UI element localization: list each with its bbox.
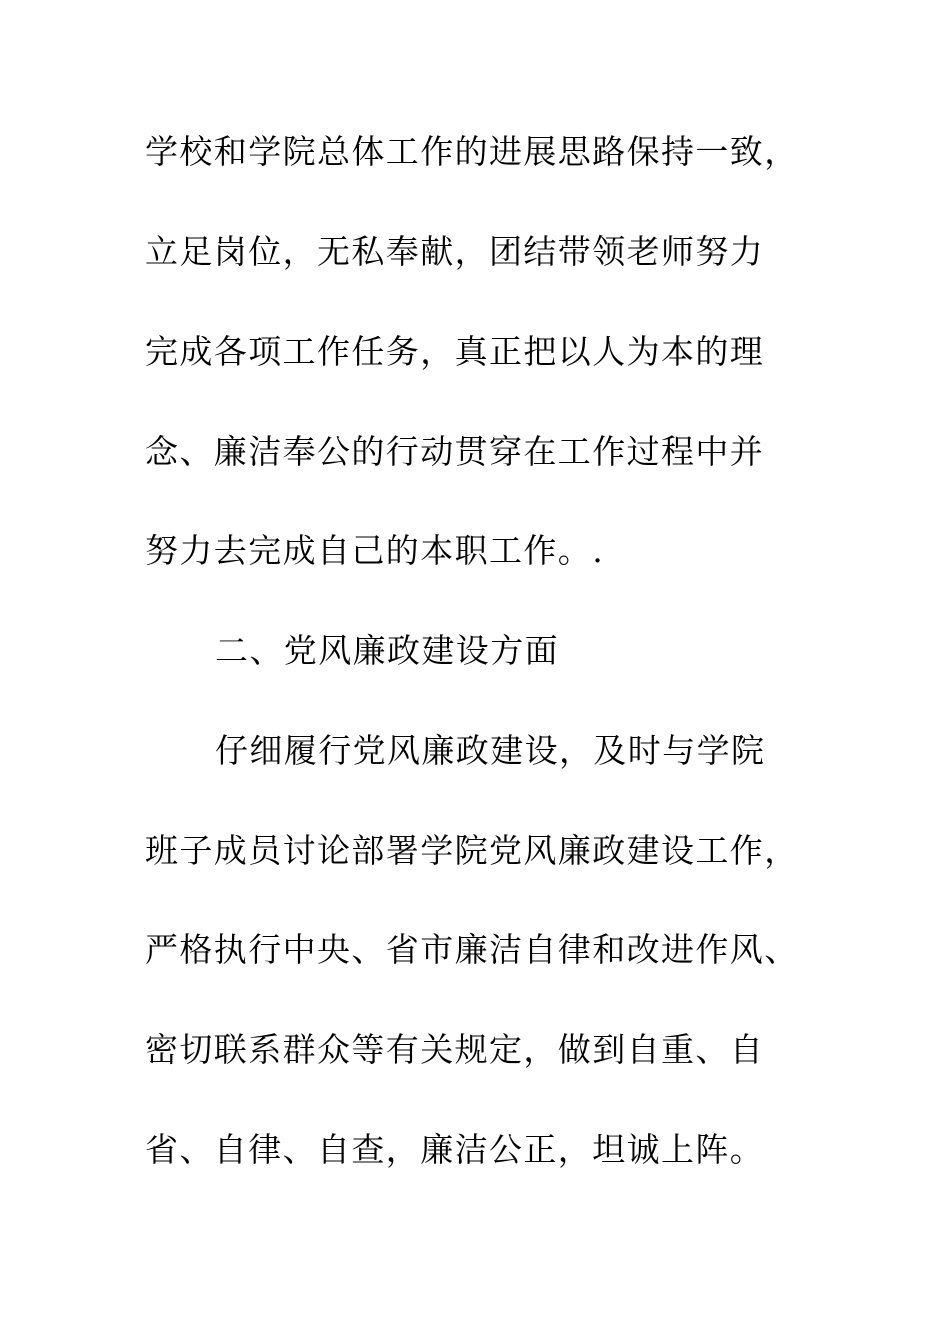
- paragraph-line: 学校和学院总体工作的进展思路保持一致，: [145, 132, 799, 171]
- paragraph-line: 班子成员讨论部署学院党风廉政建设工作，: [145, 831, 799, 870]
- paragraph-line: 省、自律、自查，廉洁公正，坦诚上阵。: [145, 1130, 765, 1169]
- paragraph-line: 仔细履行党风廉政建设，及时与学院: [215, 731, 766, 770]
- paragraph-line: 完成各项工作任务，真正把以人为本的理: [145, 332, 765, 371]
- paragraph-line: 立足岗位，无私奉献，团结带领老师努力: [145, 232, 765, 271]
- paragraph-line: 努力去完成自己的本职工作。.: [145, 531, 605, 570]
- paragraph-line: 密切联系群众等有关规定，做到自重、自: [145, 1030, 765, 1069]
- paragraph-line: 念、廉洁奉公的行动贯穿在工作过程中并: [145, 432, 765, 471]
- section-heading: 二、党风廉政建设方面: [215, 631, 559, 670]
- paragraph-line: 严格执行中央、省市廉洁自律和改进作风、: [145, 930, 799, 969]
